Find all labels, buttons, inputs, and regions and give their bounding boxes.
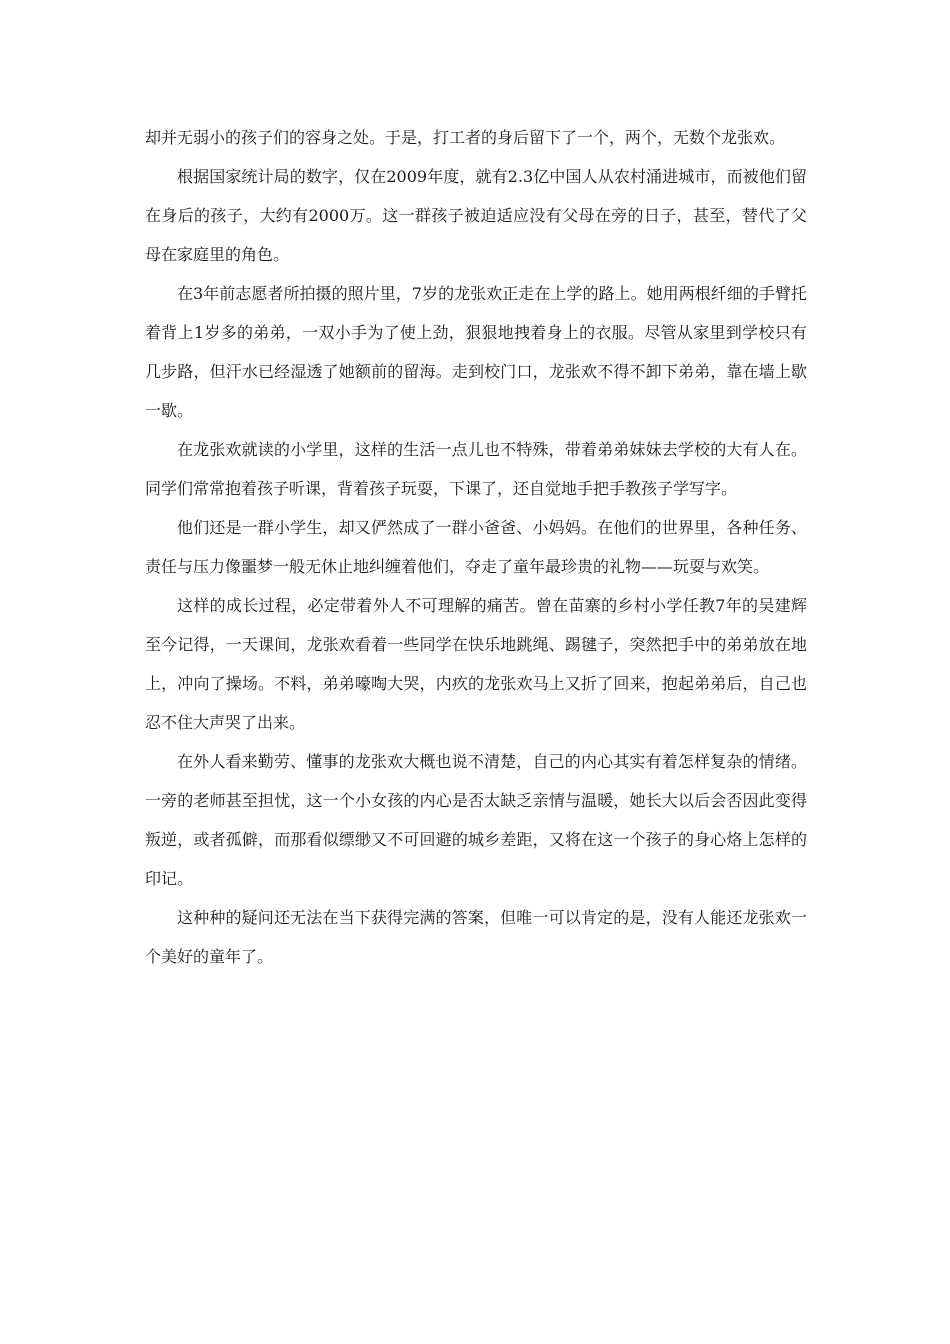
paragraph: 在3年前志愿者所拍摄的照片里，7岁的龙张欢正走在上学的路上。她用两根纤细的手臂托着背上1岁多的弟弟，一双小手为了使上劲，狠狠地拽着身上的衣服。尽管从家里到学校只有几步路，但汗水已经湿透了她额前的留海。走到校门口，龙张欢不得不卸下弟弟，靠在墙上歇一歇。 xyxy=(145,284,807,420)
document-body xyxy=(145,118,807,976)
paragraph: 在龙张欢就读的小学里，这样的生活一点儿也不特殊，带着弟弟妹妹去学校的大有人在。同学们常常抱着孩子听课，背着孩子玩耍，下课了，还自觉地手把手教孩子学写字。 xyxy=(145,440,807,498)
paragraph: 在外人看来勤劳、懂事的龙张欢大概也说不清楚，自己的内心其实有着怎样复杂的情绪。一旁的老师甚至担忧，这一个小女孩的内心是否太缺乏亲情与温暖，她长大以后会否因此变得叛逆，或者孤僻，而那看似缥缈又不可回避的城乡差距，又将在这一个孩子的身心烙上怎样的印记。 xyxy=(145,752,807,888)
paragraph: 这种种的疑问还无法在当下获得完满的答案，但唯一可以肯定的是，没有人能还龙张欢一个美好的童年了。 xyxy=(145,908,807,966)
paragraph: 这样的成长过程，必定带着外人不可理解的痛苦。曾在苗寨的乡村小学任教7年的吴建辉至今记得，一天课间，龙张欢看着一些同学在快乐地跳绳、踢毽子，突然把手中的弟弟放在地上，冲向了操场。不料，弟弟嚎啕大哭，内疚的龙张欢马上又折了回来，抱起弟弟后，自己也忍不住大声哭了出来。 xyxy=(145,596,807,732)
paragraph: 却并无弱小的孩子们的容身之处。于是，打工者的身后留下了一个，两个，无数个龙张欢。 xyxy=(145,128,786,147)
paragraph: 根据国家统计局的数字，仅在2009年度，就有2.3亿中国人从农村涌进城市，而被他们留在身后的孩子，大约有2000万。这一群孩子被迫适应没有父母在旁的日子，甚至，替代了父母在家庭里的角色。 xyxy=(145,167,807,264)
paragraph: 他们还是一群小学生，却又俨然成了一群小爸爸、小妈妈。在他们的世界里，各种任务、责任与压力像噩梦一般无休止地纠缠着他们，夺走了童年最珍贵的礼物——玩耍与欢笑。 xyxy=(145,518,807,576)
